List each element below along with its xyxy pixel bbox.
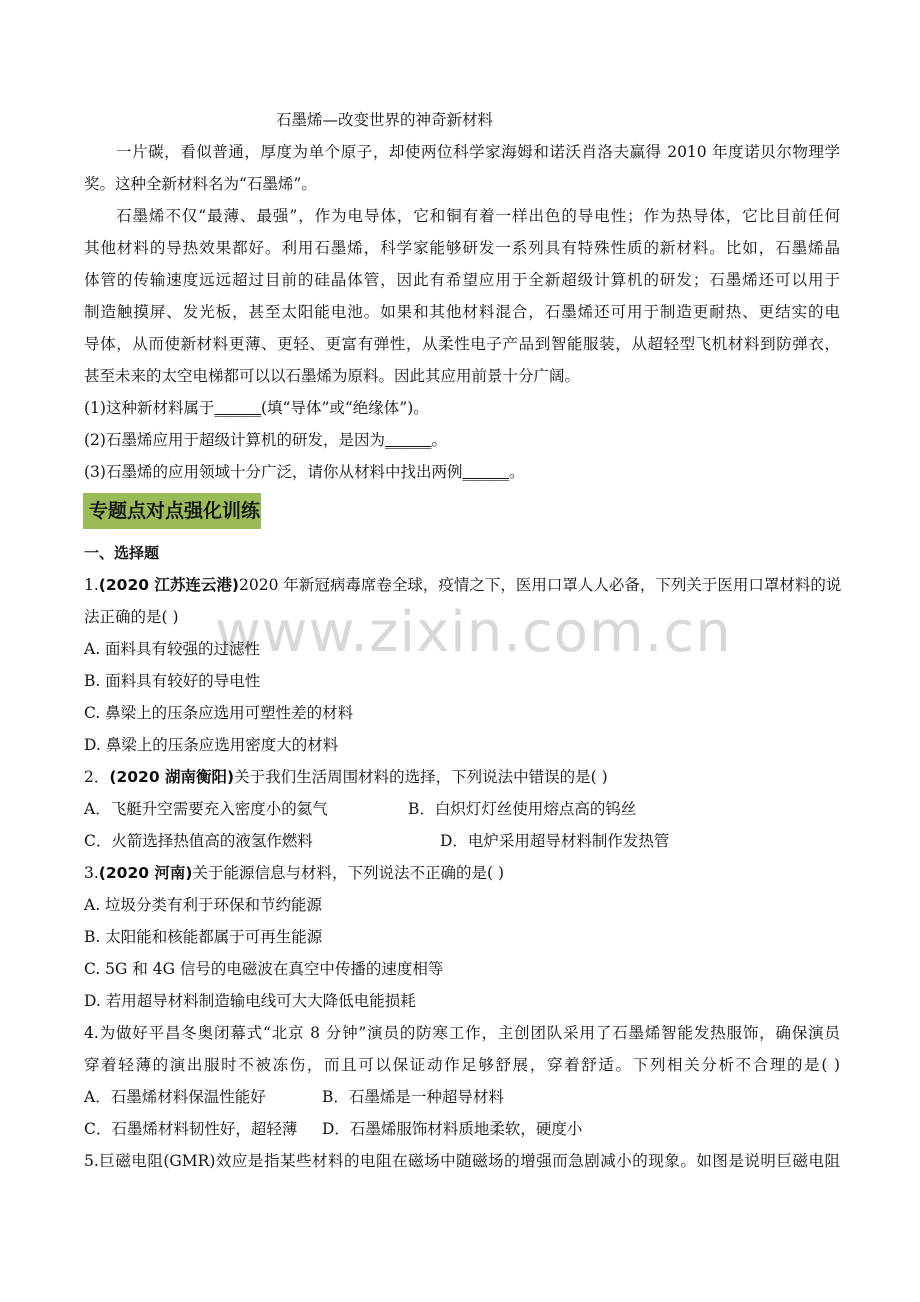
article-paragraph-2-line: 其他材料的导热效果都好。利用石墨烯，科学家能够研发一系列具有特殊性质的新材料。比如，石墨烯晶	[84, 239, 840, 257]
article-question-2: (2)石墨烯应用于超级计算机的研发，是因为______。	[84, 431, 447, 449]
article-paragraph-1-line: 一片碳，看似普通，厚度为单个原子，却使两位科学家海姆和诺沃肖洛夫赢得 2010 年度诺贝尔物理学	[116, 143, 840, 161]
answer-blank: ______	[214, 399, 261, 417]
question-2-option: C．火箭选择热值高的液氢作燃料	[84, 832, 313, 850]
question-1-option: C. 鼻梁上的压条应选用可塑性差的材料	[84, 704, 354, 722]
article-paragraph-2-line: 制造触摸屏、发光板，甚至太阳能电池。如果和其他材料混合，石墨烯还可用于制造更耐热、更结实的电	[84, 303, 840, 321]
section-banner: 专题点对点强化训练	[83, 493, 261, 529]
article-paragraph-2-line: 体管的传输速度远远超过目前的硅晶体管，因此有希望应用于全新超级计算机的研发；石墨烯还可以用于	[84, 271, 840, 289]
section-heading: 一、选择题	[84, 544, 160, 562]
question-4-option: B．石墨烯是一种超导材料	[322, 1088, 504, 1106]
question-source: (2020 江苏连云港)	[98, 576, 240, 594]
article-question-1: (1)这种新材料属于______(填“导体”或“绝缘体”)。	[84, 399, 429, 417]
question-3-option: A. 垃圾分类有利于环保和节约能源	[84, 896, 323, 914]
question-1-option: D. 鼻梁上的压条应选用密度大的材料	[84, 736, 339, 754]
question-4-option: A．石墨烯材料保温性能好	[84, 1088, 266, 1106]
question-3-stem: 3.(2020 河南)关于能源信息与材料，下列说法不正确的是( )	[84, 864, 505, 882]
question-4-stem: 4.为做好平昌冬奥闭幕式“北京 8 分钟”演员的防寒工作，主创团队采用了石墨烯智能发热服饰，确保演员	[84, 1024, 840, 1042]
article-paragraph-2-line: 甚至未来的太空电梯都可以以石墨烯为原料。因此其应用前景十分广阔。	[84, 367, 581, 385]
question-4-stem: 穿着轻薄的演出服时不被冻伤，而且可以保证动作足够舒展，穿着舒适。下列相关分析不合理的是( )	[84, 1056, 840, 1074]
answer-blank: ______	[462, 463, 509, 481]
question-3-option: B. 太阳能和核能都属于可再生能源	[84, 928, 323, 946]
article-title: 石墨烯—改变世界的神奇新材料	[276, 111, 494, 129]
question-3-option: C. 5G 和 4G 信号的电磁波在真空中传播的速度相等	[84, 960, 444, 978]
question-source: (2020 湖南衡阳)	[109, 768, 235, 786]
article-paragraph-1-line: 奖。这种全新材料名为“石墨烯”。	[84, 175, 317, 193]
question-2-option: A．飞艇升空需要充入密度小的氦气	[84, 800, 328, 818]
question-source: (2020 河南)	[98, 864, 193, 882]
question-5-stem: 5.巨磁电阻(GMR)效应是指某些材料的电阻在磁场中随磁场的增强而急剧减小的现象。如图是说明巨磁电阻	[84, 1152, 840, 1170]
question-1-option: A. 面料具有较强的过滤性	[84, 640, 261, 658]
question-1-stem: 法正确的是( )	[84, 608, 179, 626]
question-1-stem: 1.(2020 江苏连云港)2020 年新冠病毒席卷全球，疫情之下，医用口罩人人必备，下列关于医用口罩材料的说	[84, 576, 842, 594]
question-1-option: B. 面料具有较好的导电性	[84, 672, 261, 690]
question-4-option: D．石墨烯服饰材料质地柔软，硬度小	[322, 1120, 583, 1138]
question-3-option: D. 若用超导材料制造输电线可大大降低电能损耗	[84, 992, 416, 1010]
article-paragraph-2-line: 导体，从而使新材料更薄、更轻、更富有弹性，从柔性电子产品到智能服装，从超轻型飞机材料到防弹衣，	[84, 335, 840, 353]
question-2-stem: 2．(2020 湖南衡阳)关于我们生活周围材料的选择，下列说法中错误的是( )	[84, 768, 608, 786]
question-2-option: B．白炽灯灯丝使用熔点高的钨丝	[408, 800, 637, 818]
article-paragraph-2-line: 石墨烯不仅“最薄、最强”，作为电导体，它和铜有着一样出色的导电性；作为热导体，它比目前任何	[116, 207, 840, 225]
article-question-3: (3)石墨烯的应用领域十分广泛，请你从材料中找出两例______。	[84, 463, 525, 481]
question-2-option: D．电炉采用超导材料制作发热管	[440, 832, 670, 850]
question-4-option: C．石墨烯材料韧性好，超轻薄	[84, 1120, 298, 1138]
answer-blank: ______	[384, 431, 432, 449]
watermark: www.zixin.com.cn	[215, 600, 732, 665]
